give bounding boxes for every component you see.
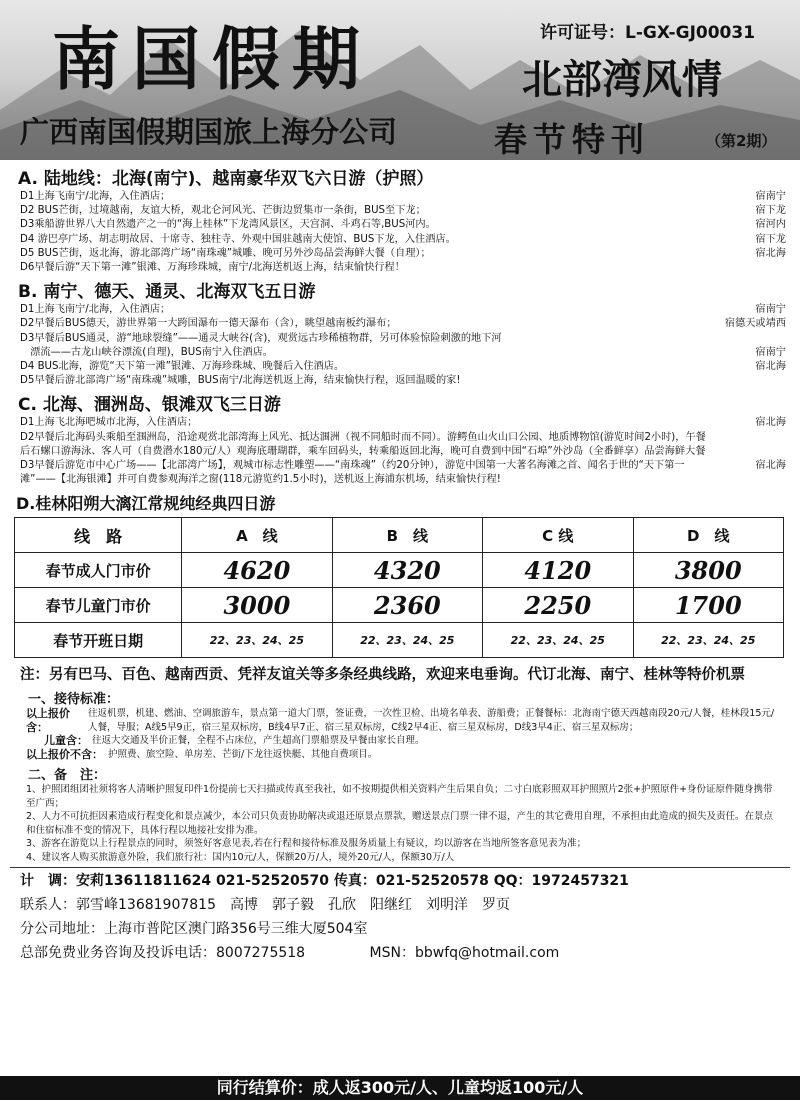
table-row	[15, 623, 784, 658]
table-header-cell: C 线	[483, 518, 633, 553]
itinerary-day: D3早餐后游览市中心广场——【北部湾广场】，观城市标志性雕塑——“南珠魂”（约20分钟），游览中国第一大著名海滩之首、闻名于世的“天下第一滩”——【北海银滩】并可自费参观海洋之窗(118元游览约1.5小时)，送机返上海浦东机场，结束愉快行程!	[20, 460, 685, 486]
section-a-itinerary	[0, 190, 800, 275]
standards-title: 一、接待标准：	[28, 692, 120, 708]
includes-label: 以上报价含：	[26, 707, 70, 734]
child-text: 往返大交通及半价正餐，全程不占床位，产生超高门票船票及早餐由家长自理。	[92, 735, 425, 747]
child-row	[0, 734, 800, 748]
divider	[10, 867, 790, 868]
msn: MSN：bbwfq@hotmail.com	[369, 945, 560, 962]
itinerary-day: D2早餐后北海码头乘船至涠洲岛，沿途观赏北部湾海上风光、抵达涠洲（视不同船时而不同）。游鳄鱼山火山口公园、地质博物馆(游览时间2小时)，午餐后石螺口游海泳、客人可（自费潜水180元/人）观海底珊瑚群，乘车回码头，转乘船返回北海，晚可自费到中国“石埠”外沙岛（全番鲜享）品尝海鲜大餐 宿北海	[20, 431, 786, 471]
itinerary-day: D3乘船游世界八大自然遗产之一的“海上桂林”下龙湾风景区，天宫洞、斗鸡石等,BUS河内。 宿河内	[20, 219, 786, 231]
price-cell: 2250	[483, 588, 633, 623]
itinerary-day: D3早餐后BUS通灵，游“地球裂缝”——通灵大峡谷(含)，观赏远古珍稀植物群，另可体验惊险刺激的地下河	[20, 332, 502, 344]
section-b-title: B. 南宁、德天、通灵、北海双飞五日游	[18, 282, 316, 303]
header-banner	[0, 0, 800, 160]
settlement-price-footer: 同行结算价：成人返300元/人、儿童均返100元/人	[0, 1076, 800, 1100]
price-cell: 3000	[182, 588, 332, 623]
table-header-cell: D 线	[633, 518, 784, 553]
includes-row	[0, 707, 800, 734]
price-cell: 4120	[483, 553, 633, 588]
itinerary-day: D5 BUS芒街，返北海，游北部湾广场“南珠魂”城雕、晚可另外沙岛品尝海鲜大餐（自理）； 宿北海	[20, 247, 786, 259]
table-header-row	[15, 518, 784, 553]
itinerary-day: D4 BUS北海，游览“天下第一滩”银滩、万海珍珠城、晚餐后入住酒店。 宿北海	[20, 361, 786, 373]
includes-text: 往返机票，机建、燃油、空调旅游车，景点第一道大门票，签证费，一次性卫检、出境名单表、游船费；正餐餐标：北海南宁德天西越南段20元/人餐，桂林段15元/人餐，导服；A线5早9正，宿三星双标房，B线4早7正、宿三星双标房，C线2早4正、宿三星双标房，D线3早4正、宿三星双标房；	[88, 708, 775, 733]
remark-item: 4、建议客人购买旅游意外险，我们旅行社：国内10元/人，保额20万/人，境外20元/人，保额30万/人	[26, 851, 455, 863]
section-d-title: D.桂林阳朔大漓江常规纯经典四日游	[16, 494, 276, 514]
itinerary-day: D1上海飞南宁/北海，入住酒店； 宿南宁	[20, 304, 786, 316]
price-cell: 2360	[332, 588, 482, 623]
section-c-itinerary	[0, 416, 800, 487]
company-name: 广西南国假期国旅上海分公司	[20, 115, 398, 149]
price-cell: 3800	[633, 553, 784, 588]
issue-number: （第2期）	[706, 132, 777, 150]
row-label: 春节成人门市价	[15, 553, 182, 588]
row-label: 春节儿童门市价	[15, 588, 182, 623]
price-cell: 1700	[633, 588, 784, 623]
table-header-cell: A 线	[182, 518, 332, 553]
price-cell: 4620	[182, 553, 332, 588]
table-row	[15, 588, 784, 623]
consult-contact: 计 调：安莉13611811624 021-52520570 传真：021-52520578 QQ：1972457321	[20, 873, 629, 890]
price-cell: 4320	[332, 553, 482, 588]
itinerary-day: D6早餐后游“天下第一滩”银滩、万海珍珠城，南宁/北海送机返上海，结束愉快行程！	[20, 262, 405, 274]
itinerary-day: D5早餐后游北部湾广场“南珠魂”城雕，BUS南宁/北海送机返上海，结束愉快行程，返回温暖的家!	[20, 375, 461, 387]
itinerary-day: D4 游巴亭广场、胡志明故居、十席寺、独柱寺、外观中国驻越南大使馆、BUS下龙，入住酒店。 宿下龙	[20, 233, 786, 245]
itinerary-day: D1上海飞北海吧城市北海，入住酒店； 宿北海	[20, 417, 786, 429]
contact-people: 联系人：郭雪峰13681907815 高博 郭子毅 孔欣 阳继红 刘明洋 罗页	[20, 897, 510, 914]
table-header-cell: 线 路	[15, 518, 182, 553]
excludes-text: 护照费、旅空险、单房差、芒街/下龙往返快艇、其他自费项目。	[108, 748, 378, 760]
excludes-row	[0, 748, 800, 762]
special-edition-title: 春节特刊	[494, 120, 650, 159]
section-a-title: A. 陆地线：北海(南宁)、越南豪华双飞六日游（护照）	[18, 169, 434, 189]
hotline: 总部免费业务咨询及投诉电话：8007275518	[20, 945, 306, 962]
itinerary-day: D2 BUS芒街，过境越南，友谊大桥，观北仑河风光、芒街边贸集市一条街，BUS至下龙； 宿下龙	[20, 205, 786, 217]
itinerary-day: D1上海飞南宁/北海，入住酒店； 宿南宁	[20, 191, 786, 202]
section-c-title: C. 北海、涠洲岛、银滩双飞三日游	[18, 395, 281, 416]
table-row	[15, 553, 784, 588]
content	[0, 160, 800, 964]
license-number: 许可证号：L-GX-GJ00031	[540, 23, 756, 43]
brand-logo-text: 南国假期	[52, 20, 373, 100]
child-label: 儿童含：	[44, 734, 88, 748]
price-table	[14, 517, 784, 658]
itinerary-day: 漂流——古龙山峡谷漂流(自理)，BUS南宁入住酒店。 宿南宁	[20, 346, 786, 358]
table-header-cell: B 线	[332, 518, 482, 553]
row-label: 春节开班日期	[15, 623, 182, 658]
extra-routes-note: 注：另有巴马、百色、越南西贡、凭祥友谊关等多条经典线路，欢迎来电垂询。代订北海、南宁、桂林等特价机票	[20, 667, 745, 684]
excludes-label: 以上报价不含：	[26, 747, 103, 761]
remarks-title: 二、备 注：	[28, 768, 107, 784]
date-cell: 22、23、24、25	[332, 623, 482, 658]
date-cell: 22、23、24、25	[633, 623, 784, 658]
route-title: 北部湾风情	[522, 57, 722, 103]
itinerary-day: D2早餐后BUS德天，游世界第一大跨国瀑布一德天瀑布（含），眺望越南板约瀑布； 宿德天或靖西	[20, 318, 786, 330]
remark-item: 1、护照团组团社须将客人清晰护照复印件1份提前七天扫描或传真至我社，如不按期提供相关资料产生后果自负；二寸白底彩照双耳护照照片2张+护照原件+身份证原件随身携带至广西；	[26, 784, 773, 809]
date-cell: 22、23、24、25	[182, 623, 332, 658]
remark-item: 3、游客在游览以上行程景点的同时，须签好客意见表,若在行程和接待标准及服务质量上有疑议，均以游客在当地所签客意见表为准；	[26, 838, 587, 850]
date-cell: 22、23、24、25	[483, 623, 633, 658]
section-b-itinerary	[0, 303, 800, 388]
branch-address: 分公司地址：上海市普陀区澳门路356号三维大厦504室	[20, 921, 368, 938]
remark-item: 2、人力不可抗拒因素造成行程变化和景点减少，本公司只负责协助解决或退还原景点票款，赠送景点门票一律不退，产生的其它费用自理，不承担由此造成的损失及责任。在景点和住宿标准不变的情况下，具体行程以地接社安排为准。	[26, 811, 774, 836]
hotline-row	[20, 943, 800, 964]
